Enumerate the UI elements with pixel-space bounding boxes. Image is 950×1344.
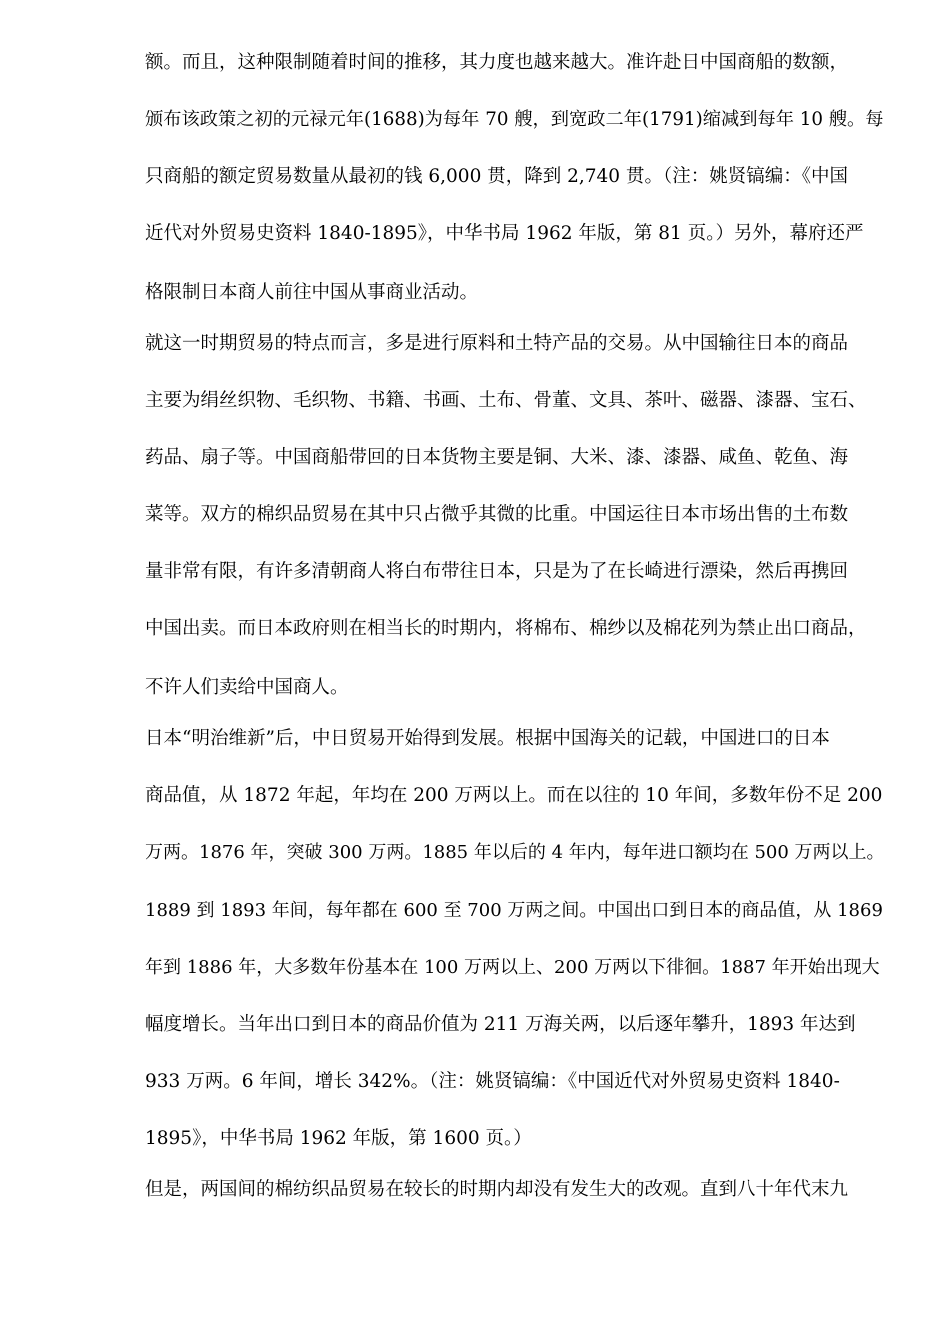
text-line: 额。而且，这种限制随着时间的推移，其力度也越来越大。准许赴日中国商船的数额， (145, 52, 849, 73)
text-line: 商品值，从 1872 年起，年均在 200 万两以上。而在以往的 10 年间，多数年份不足 200 (145, 785, 883, 806)
text-line: 只商船的额定贸易数量从最初的钱 6,000 贯，降到 2,740 贯。（注：姚贤镐编：《中国 (145, 166, 848, 187)
text-line: 颁布该政策之初的元禄元年(1688)为每年 70 艘，到宽政二年(1791)缩减到每年 10 艘。每 (145, 109, 884, 130)
text-line: 主要为绢丝织物、毛织物、书籍、书画、土布、骨董、文具、茶叶、磁器、漆器、宝石、 (145, 390, 867, 411)
text-line: 幅度增长。当年出口到日本的商品价值为 211 万海关两，以后逐年攀升，1893 年达到 (145, 1014, 856, 1035)
text-line: 近代对外贸易史资料 1840-1895》，中华书局 1962 年版，第 81 页。）另外，幕府还严 (145, 223, 864, 244)
text-line: 日本“明治维新”后，中日贸易开始得到发展。根据中国海关的记载，中国进口的日本 (145, 728, 830, 749)
text-line: 格限制日本商人前往中国从事商业活动。 (145, 282, 479, 303)
text-line: 万两。1876 年，突破 300 万两。1885 年以后的 4 年内，每年进口额均在 500 万两以上。 (145, 842, 885, 863)
text-line: 不许人们卖给中国商人。 (145, 677, 349, 698)
text-line: 量非常有限，有许多清朝商人将白布带往日本，只是为了在长崎进行漂染，然后再携回 (145, 561, 849, 582)
text-line: 菜等。双方的棉织品贸易在其中只占微乎其微的比重。中国运往日本市场出售的土布数 (145, 504, 849, 525)
text-line: 1889 到 1893 年间，每年都在 600 至 700 万两之间。中国出口到日本的商品值，从 1869 (145, 900, 883, 921)
text-line: 药品、扇子等。中国商船带回的日本货物主要是铜、大米、漆、漆器、咸鱼、乾鱼、海 (145, 447, 849, 468)
text-line: 年到 1886 年，大多数年份基本在 100 万两以上、200 万两以下徘徊。1887 年开始出现大 (145, 957, 880, 978)
text-line: 933 万两。6 年间，增长 342%。（注：姚贤镐编：《中国近代对外贸易史资料 1840- (145, 1071, 840, 1092)
text-line: 中国出卖。而日本政府则在相当长的时期内，将棉布、棉纱以及棉花列为禁止出口商品， (145, 618, 867, 639)
text-line: 就这一时期贸易的特点而言，多是进行原料和土特产品的交易。从中国输往日本的商品 (145, 333, 849, 354)
text-line: 但是，两国间的棉纺织品贸易在较长的时期内却没有发生大的改观。直到八十年代末九 (145, 1179, 849, 1200)
text-line: 1895》，中华书局 1962 年版，第 1600 页。） (145, 1128, 532, 1149)
